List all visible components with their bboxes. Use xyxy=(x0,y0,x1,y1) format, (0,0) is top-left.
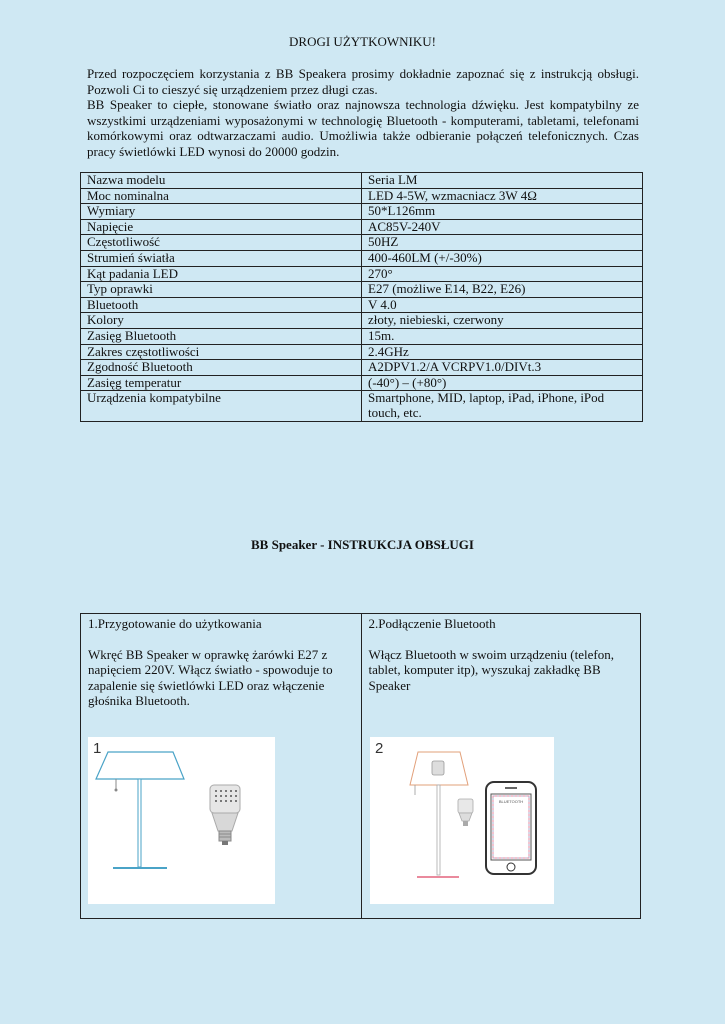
spec-label: Bluetooth xyxy=(81,297,362,313)
table-row xyxy=(81,282,643,298)
spec-value: 2.4GHz xyxy=(362,344,643,360)
table-row xyxy=(81,204,643,220)
lamp-bulb-illustration xyxy=(88,737,275,904)
spec-value: LED 4-5W, wzmacniacz 3W 4Ω xyxy=(362,188,643,204)
table-row xyxy=(81,188,643,204)
table-row xyxy=(81,344,643,360)
spec-label: Zgodność Bluetooth xyxy=(81,360,362,376)
spec-value: 270° xyxy=(362,266,643,282)
spec-label: Zakres częstotliwości xyxy=(81,344,362,360)
spec-value: (-40°) – (+80°) xyxy=(362,375,643,391)
spec-label: Zasięg Bluetooth xyxy=(81,328,362,344)
spec-label: Częstotliwość xyxy=(81,235,362,251)
spec-label: Typ oprawki xyxy=(81,282,362,298)
spec-value: 50HZ xyxy=(362,235,643,251)
step-text: Włącz Bluetooth w swoim urządzeniu (telefon, tablet, komputer itp), wyszukaj zakładkę BB Speaker xyxy=(368,646,614,693)
table-row xyxy=(81,313,643,329)
instruction-steps xyxy=(80,613,641,919)
figure-number: 2 xyxy=(374,740,383,757)
spec-label: Nazwa modelu xyxy=(81,173,362,189)
spec-label: Wymiary xyxy=(81,204,362,220)
spec-label: Moc nominalna xyxy=(81,188,362,204)
step-text: Wkręć BB Speaker w oprawkę żarówki E27 z napięciem 220V. Włącz światło - spowoduje to zapalenie się świetlówki LED oraz włączenie głośnika Bluetooth. xyxy=(88,646,333,709)
table-row xyxy=(81,266,643,282)
step-title: 1.Przygotowanie do użytkowania xyxy=(88,616,262,631)
table-row xyxy=(81,391,643,421)
lampshade xyxy=(96,752,184,779)
table-row xyxy=(81,297,643,313)
spec-value: Smartphone, MID, laptop, iPad, iPhone, iPod touch, etc. xyxy=(362,391,643,421)
spec-value: 50*L126mm xyxy=(362,204,643,220)
lamp-pole xyxy=(138,779,141,867)
spec-value: 400-460LM (+/-30%) xyxy=(362,250,643,266)
spec-value: Seria LM xyxy=(362,173,643,189)
bulb-speaker xyxy=(210,785,240,813)
spec-label: Urządzenia kompatybilne xyxy=(81,391,362,421)
spec-label: Zasięg temperatur xyxy=(81,375,362,391)
page-heading: DROGI UŻYTKOWNIKU! xyxy=(289,34,436,49)
spec-value: 15m. xyxy=(362,328,643,344)
intro-paragraph: Przed rozpoczęciem korzystania z BB Speakera prosimy dokładnie zapoznać się z instrukcją obsługi. Pozwoli Ci to cieszyć się urządzeniem przez długi czas. xyxy=(87,66,639,97)
spec-value: A2DPV1.2/A VCRPV1.0/DIVt.3 xyxy=(362,360,643,376)
spec-value: AC85V-240V xyxy=(362,219,643,235)
step-preparation xyxy=(81,614,361,918)
phone-screen-label: BLUETOOTH xyxy=(498,799,523,804)
spec-value: V 4.0 xyxy=(362,297,643,313)
step-bluetooth xyxy=(361,614,641,918)
table-row xyxy=(81,250,643,266)
figure-number: 1 xyxy=(93,740,102,757)
table-row xyxy=(81,328,643,344)
step-title: 2.Podłączenie Bluetooth xyxy=(368,616,496,631)
spec-value: E27 (możliwe E14, B22, E26) xyxy=(362,282,643,298)
lamp-pole xyxy=(437,785,440,875)
table-row xyxy=(81,360,643,376)
table-row xyxy=(81,219,643,235)
spec-label: Strumień światła xyxy=(81,250,362,266)
lamp-phone-illustration xyxy=(370,737,554,904)
intro-paragraph: BB Speaker to ciepłe, stonowane światło oraz najnowsza technologia dźwięku. Jest kompatybilny ze wszystkimi urządzeniami wyposażonymi w technologię Bluetooth - komputerami, tabletami, telefonami komórkowymi oraz odtwarzaczami audio. Umożliwia także odbieranie połączeń telefonicznych. Czas pracy świetlówki LED wynosi do 20000 godzin. xyxy=(87,97,639,159)
spec-table xyxy=(80,172,643,422)
spec-label: Kąt padania LED xyxy=(81,266,362,282)
spec-value: złoty, niebieski, czerwony xyxy=(362,313,643,329)
spec-label: Napięcie xyxy=(81,219,362,235)
section-title: BB Speaker - INSTRUKCJA OBSŁUGI xyxy=(251,537,474,552)
bulb-speaker xyxy=(432,761,444,775)
table-row xyxy=(81,375,643,391)
table-row xyxy=(81,235,643,251)
intro-text xyxy=(87,66,639,160)
spec-label: Kolory xyxy=(81,313,362,329)
table-row xyxy=(81,173,643,189)
